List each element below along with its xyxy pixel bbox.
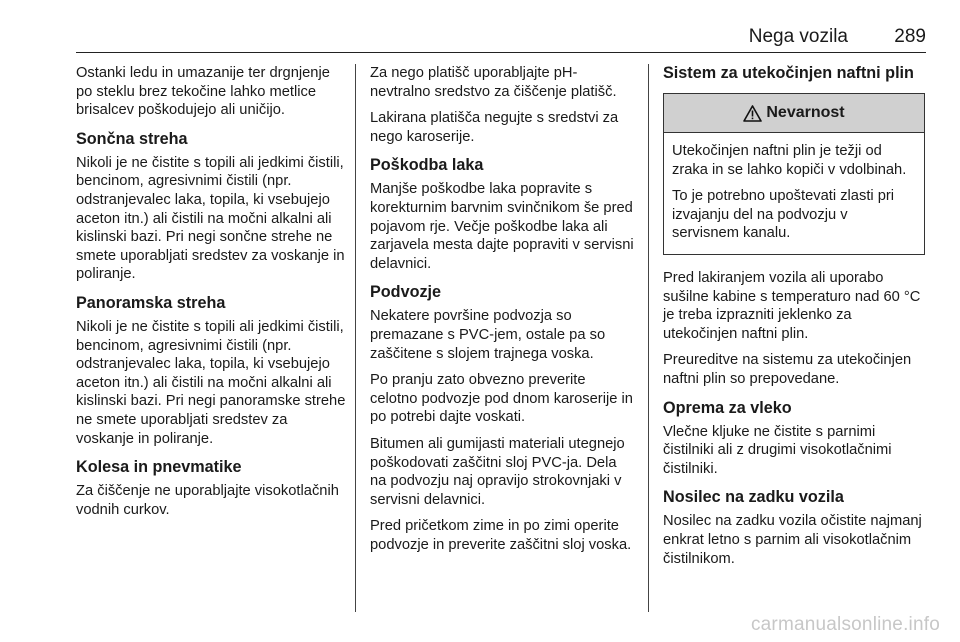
warning-header: [664, 94, 924, 133]
heading-lpg-system: Sistem za utekočinjen naftni plin: [663, 64, 914, 82]
warning-body: [664, 133, 924, 254]
heading-sonchna-streha: Sončna streha: [76, 129, 188, 148]
warning-triangle-icon: [743, 105, 762, 122]
paragraph: Nekatere površine podvozja so premazane s PVC-jem, ostale pa so zaščitene s slojem trajnega voska.: [370, 308, 606, 362]
paragraph: Preureditve na sistemu za utekočinjen naftni plin so prepovedane.: [663, 352, 912, 387]
column-divider: [648, 64, 649, 612]
paragraph: Za čiščenje ne uporabljajte visokotlačnih vodnih curkov.: [76, 483, 339, 518]
paragraph: Pred pričetkom zime in po zimi operite podvozje in preverite zaščitni sloj voska.: [370, 518, 632, 553]
column-middle: [370, 64, 635, 562]
paragraph: Za nego platišč uporabljajte pH-nevtralno sredstvo za čiščenje platišč.: [370, 65, 617, 100]
paragraph: Nikoli je ne čistite s topili ali jedkimi čistili, bencinom, agresivnimi čistili (npr. odstranjevalec laka, topila, ki vsebujejo aceton itn.) ali čistili na močni alkalni ali kislinski bazi. Pri negi panoramske strehe ne smete uporabljati sredstev za voskanje in poliranje.: [76, 318, 346, 447]
column-divider: [355, 64, 356, 612]
paragraph: Manjše poškodbe laka popravite s korekturnim barvnim svinčnikom še pred pojavom rje. Večje poškodbe laka ali zarjavela mesta dajte popraviti v servisni delavnici.: [370, 181, 634, 272]
column-right: [663, 64, 925, 576]
warning-box: [663, 93, 925, 255]
heading-oprema-za-vleko: Oprema za vleko: [663, 398, 792, 417]
warning-text: To je potrebno upoštevati zlasti pri izvajanju del na podvozju v servisnem kanalu.: [672, 188, 895, 242]
heading-nosilec-na-zadku: Nosilec na zadku vozila: [663, 488, 844, 507]
heading-poskodba-laka: Poškodba laka: [370, 156, 484, 175]
column-left: [76, 64, 346, 527]
paragraph: Lakirana platišča negujte s sredstvi za nego karoserije.: [370, 110, 619, 145]
page-number: 289: [894, 26, 926, 47]
page-header: [76, 26, 926, 53]
paragraph: Ostanki ledu in umazanije ter drgnjenje po steklu brez tekočine lahko metlice brisalcev poškodujejo ali uničijo.: [76, 65, 330, 119]
paragraph: Vlečne kljuke ne čistite s parnimi čistilniki ali z drugimi visokotlačnimi čistilniki.: [663, 423, 892, 477]
paragraph: Pred lakiranjem vozila ali uporabo sušilne kabine s temperaturo nad 60 °C je treba izprazniti jeklenko za utekočinjen naftni plin.: [663, 269, 921, 342]
paragraph: Nikoli je ne čistite s topili ali jedkimi čistili, bencinom, agresivnimi čistili (npr. odstranjevalec laka, topila, ki vsebujejo aceton itn.) ali čistili na močni alkalni ali kislinski bazi. Pri negi sončne strehe ne smete uporabljati sredstev za voskanje in poliranje.: [76, 154, 345, 283]
section-title: Nega vozila: [748, 26, 848, 47]
watermark: carmanualsonline.info: [750, 614, 940, 635]
warning-title: Nevarnost: [766, 103, 845, 121]
heading-podvozje: Podvozje: [370, 283, 442, 302]
heading-panoramska-streha: Panoramska streha: [76, 293, 226, 312]
paragraph: Po pranju zato obvezno preverite celotno podvozje pod dnom karoserije in po potrebi dajte voskati.: [370, 372, 633, 426]
paragraph: Nosilec na zadku vozila očistite najmanj enkrat letno s parnim ali visokotlačnim čistilnikom.: [663, 513, 922, 567]
heading-kolesa-in-pnevmatike: Kolesa in pnevmatike: [76, 458, 242, 477]
paragraph: Bitumen ali gumijasti materiali utegnejo poškodovati zaščitni sloj PVC-ja. Dela na podvozju naj opravijo strokovnjaki v servisni delavnici.: [370, 435, 625, 508]
warning-text: Utekočinjen naftni plin je težji od zraka in se lahko kopiči v vdolbinah.: [672, 143, 907, 178]
